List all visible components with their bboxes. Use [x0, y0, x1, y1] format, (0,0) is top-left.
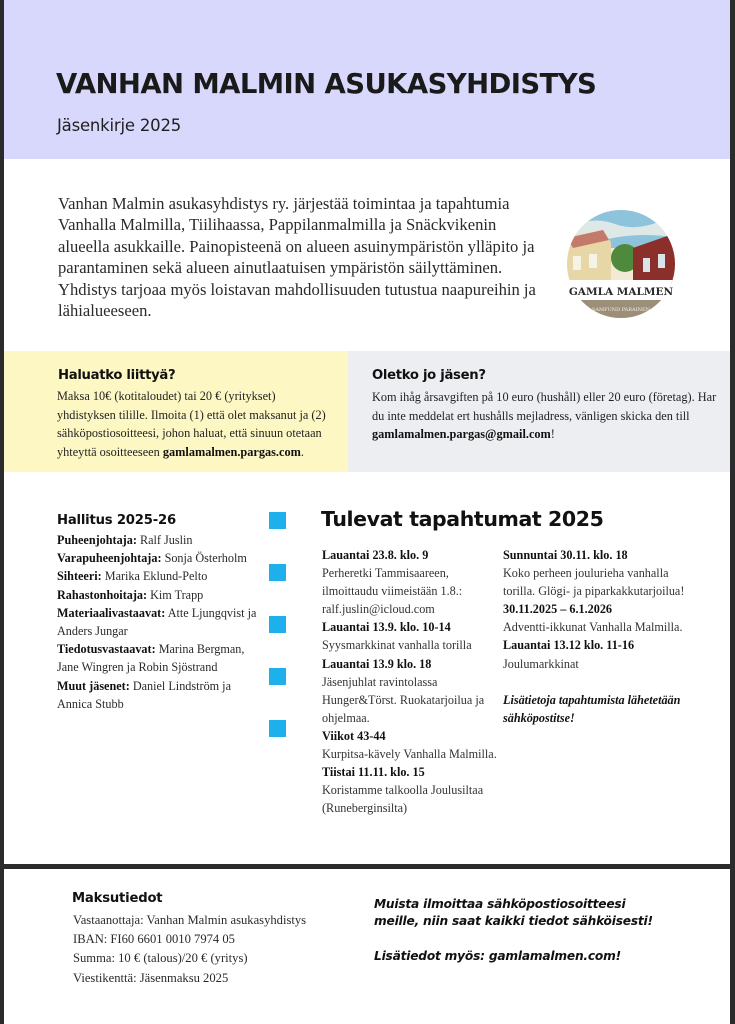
decorative-square-icon	[269, 512, 286, 529]
payment-info	[73, 911, 306, 988]
event-item	[503, 546, 693, 600]
event-desc: Joulumarkkinat	[503, 656, 579, 671]
website-info: Lisätiedot myös: gamlamalmen.com!	[374, 948, 621, 963]
board-role: Sihteeri:	[57, 569, 102, 584]
page-subtitle: Jäsenkirje 2025	[57, 116, 182, 135]
decorative-square-icon	[269, 668, 286, 685]
board-member	[57, 586, 267, 604]
board-name: Marina Bergman, Jane Wingren ja Robin Sjöstrand	[57, 642, 245, 675]
event-date: Sunnuntai 30.11. klo. 18	[503, 548, 628, 562]
board-name: Sonja Österholm	[164, 551, 247, 566]
logo-subtext: SAMFUND PARAINEN	[591, 307, 651, 313]
gamla-malmen-logo	[563, 208, 679, 324]
event-item	[322, 618, 500, 654]
member-email-link[interactable]: gamlamalmen.pargas@gmail.com	[372, 427, 551, 441]
board-role: Puheenjohtaja:	[57, 533, 137, 547]
board-name: Daniel Lindström ja Annica Stubb	[57, 678, 231, 711]
event-item	[503, 600, 693, 636]
board-name: Atte Ljungqvist ja Anders Jungar	[57, 605, 257, 639]
reminder-text: Muista ilmoittaa sähköpostiosoitteesi meille, niin saat kaikki tiedot sähköisesti!	[374, 897, 653, 929]
decorative-square-icon	[269, 564, 286, 581]
payment-amount: Summa: 10 € (talous)/20 € (yritys)	[73, 951, 248, 966]
board-member	[57, 677, 267, 713]
email-reminder	[374, 896, 674, 965]
events-title: Tulevat tapahtumat 2025	[321, 507, 604, 531]
member-box	[348, 351, 730, 472]
event-desc: Perheretki Tammisaareen, ilmoittaudu viimeistään 1.8.: ralf.juslin@icloud.com	[322, 566, 463, 617]
event-item	[322, 763, 500, 817]
event-desc: Jäsenjuhlat ravintolassa Hunger&Törst. Ruokatarjoilua ja ohjelmaa.	[322, 674, 485, 725]
board-member	[57, 567, 267, 585]
board-name: Kim Trapp	[150, 587, 204, 602]
board-role: Tiedotusvastaavat:	[57, 642, 156, 657]
payment-recipient: Vastaanottaja: Vanhan Malmin asukasyhdistys	[73, 913, 307, 927]
board-title: Hallitus 2025-26	[57, 513, 176, 528]
member-text	[372, 388, 722, 444]
events-note: Lisätietoja tapahtumista lähetetään sähköpostitse!	[503, 692, 681, 725]
event-item	[322, 727, 500, 763]
member-text-body: Kom ihåg årsavgiften på 10 euro (hushåll) eller 20 euro (företag). Har du inte meddelat ert hushålls mejladress, vänligen skicka den till	[372, 390, 717, 423]
join-link[interactable]: gamlamalmen.pargas.com	[162, 444, 301, 459]
event-item	[322, 546, 500, 618]
board-member	[57, 531, 267, 549]
board-member	[57, 549, 267, 567]
event-date: Viikot 43-44	[322, 728, 386, 743]
board-name: Ralf Juslin	[139, 533, 193, 547]
payment-title: Maksutiedot	[72, 891, 163, 906]
events-column-1	[322, 546, 500, 817]
board-member	[57, 640, 267, 676]
event-date: Lauantai 13.12 klo. 11-16	[503, 638, 635, 653]
decorative-square-icon	[269, 720, 286, 737]
event-item	[322, 655, 500, 727]
event-desc: Syysmarkkinat vanhalla torilla	[322, 638, 472, 653]
board-role: Muut jäsenet:	[57, 678, 130, 693]
events-column-2	[503, 546, 693, 727]
join-text-body: Maksa 10€ (kotitaloudet) tai 20 € (yritykset) yhdistyksen tilille. Ilmoita (1) että olet maksanut ja (2) sähköpostiosoitteesi, johon haluat, että sinuun otetaan yhteyttä osoitteeseen	[57, 389, 326, 459]
event-date: Lauantai 13.9. klo. 10-14	[322, 620, 451, 635]
newsletter-page	[4, 0, 730, 1024]
header-band	[4, 0, 730, 159]
section-divider	[4, 864, 730, 869]
event-item	[503, 636, 693, 672]
page-title: VANHAN MALMIN ASUKASYHDISTYS	[56, 68, 597, 100]
board-name: Marika Eklund-Pelto	[104, 569, 208, 584]
event-desc: Adventti-ikkunat Vanhalla Malmilla.	[503, 620, 683, 635]
member-text-end: !	[550, 427, 555, 441]
payment-message: Viestikenttä: Jäsenmaksu 2025	[73, 970, 229, 985]
event-desc: Kurpitsa-kävely Vanhalla Malmilla.	[322, 747, 497, 762]
join-text	[57, 387, 335, 461]
board-member	[57, 604, 267, 640]
board-role: Varapuheenjohtaja:	[57, 551, 162, 566]
join-box	[4, 351, 348, 472]
decorative-square-icon	[269, 616, 286, 633]
event-date: Tiistai 11.11. klo. 15	[322, 765, 425, 780]
join-title: Haluatko liittyä?	[58, 368, 176, 383]
logo-text: GAMLA MALMEN	[568, 286, 674, 298]
event-date: Lauantai 23.8. klo. 9	[322, 548, 429, 562]
event-desc: Koristamme talkoolla Joulusiltaa (Runeberginsilta)	[322, 783, 484, 816]
intro-paragraph: Vanhan Malmin asukasyhdistys ry. järjestää toimintaa ja tapahtumia Vanhalla Malmilla, Tiilihaassa, Pappilanmalmilla ja Snäckvikenin alueella asukkaille. Painopisteenä on alueen asuinympäristön ylläpito ja parantaminen sekä alueen ainutlaatuisen ympäristön säilyttäminen. Yhdistys tarjoaa myös loistavan mahdollisuuden tutustua naapureihin ja lähialueeseen.	[58, 194, 536, 321]
event-date: Lauantai 13.9 klo. 18	[322, 656, 432, 671]
payment-iban: IBAN: FI60 6601 0010 7974 05	[73, 932, 235, 947]
board-role: Rahastonhoitaja:	[57, 587, 148, 602]
member-title: Oletko jo jäsen?	[372, 368, 486, 383]
event-date: 30.11.2025 – 6.1.2026	[503, 602, 613, 617]
event-desc: Koko perheen joulurieha vanhalla torilla. Glögi- ja piparkakkutarjoilua!	[503, 566, 685, 599]
join-text-end: .	[300, 444, 304, 459]
board-list	[57, 531, 267, 713]
board-role: Materiaalivastaavat:	[57, 605, 166, 620]
